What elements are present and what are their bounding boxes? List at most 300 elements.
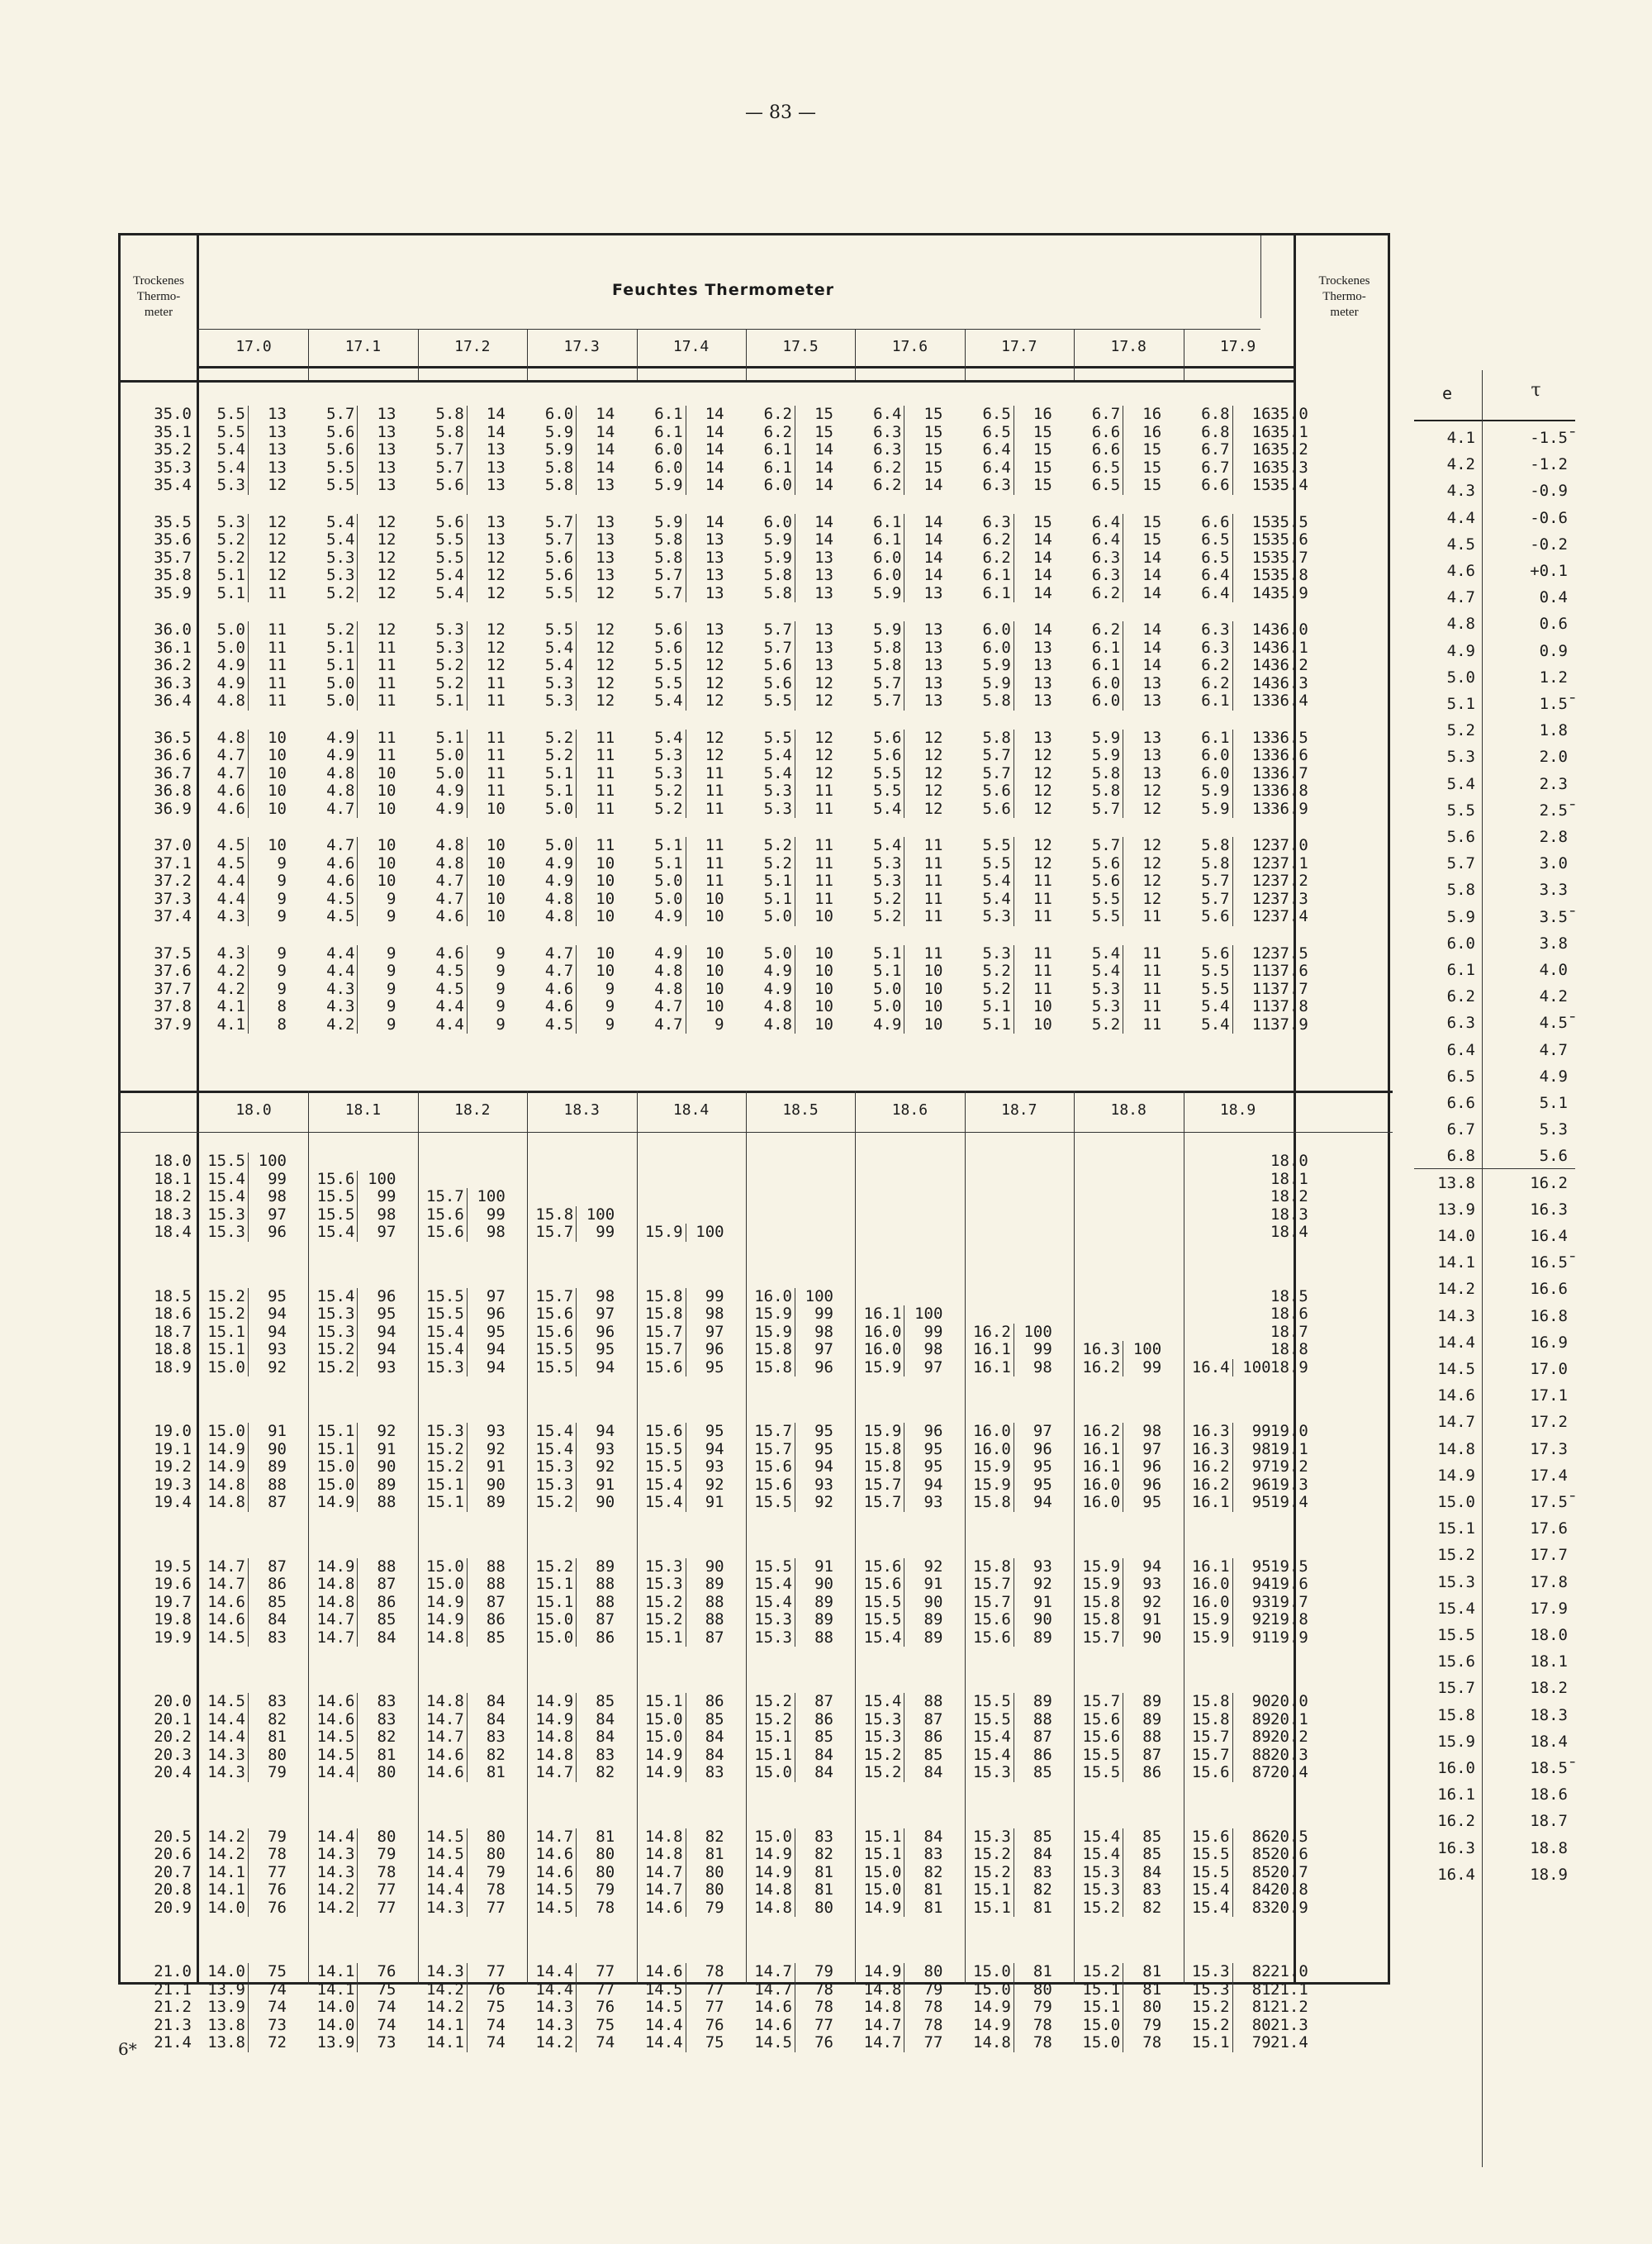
side-table-row (1414, 1781, 1575, 1808)
dry-temp-label: 36.6 (1270, 746, 1308, 765)
vapor-pressure-value: 16.1 (968, 1341, 1014, 1359)
table-row (311, 1324, 419, 1342)
vapor-pressure-value: 14.8 (749, 1899, 795, 1918)
vapor-pressure-value: 14.6 (530, 1864, 577, 1882)
humidity-value: 11 (814, 872, 833, 891)
vapor-pressure-value: 5.3 (858, 872, 904, 891)
side-tau-value: 1.2 (1539, 668, 1568, 687)
table-row (749, 1881, 857, 1899)
dry-temp-label: 35.5 (1270, 512, 1308, 531)
humidity-value: 92 (923, 1557, 943, 1576)
value-column (640, 945, 748, 1034)
humidity-value: 9 (605, 1015, 615, 1034)
dry-temp-label: 36.3 (154, 673, 192, 692)
vapor-pressure-value: 6.2 (749, 406, 795, 424)
humidity-value: 10 (377, 872, 396, 891)
table-row (749, 2034, 857, 2052)
vapor-pressure-value: 5.6 (858, 747, 904, 765)
table-row (858, 782, 966, 801)
humidity-value: 11 (923, 853, 943, 872)
dry-temp-label: 20.0 (1270, 1692, 1308, 1710)
humidity-value: 82 (923, 1862, 943, 1881)
humidity-value: 95 (923, 1457, 943, 1476)
humidity-value: 86 (814, 1709, 833, 1728)
vapor-pressure-value: 5.5 (202, 406, 249, 424)
vapor-pressure-value: 4.9 (640, 908, 686, 926)
table-row (640, 998, 748, 1016)
humidity-value: 77 (596, 1962, 615, 1980)
value-column (1187, 1693, 1294, 1782)
table-row (530, 1846, 638, 1864)
vapor-pressure-value: 5.7 (1187, 872, 1233, 891)
table-row (968, 963, 1075, 981)
value-column (1187, 1153, 1294, 1242)
table-row (311, 891, 419, 909)
table-row (640, 1476, 748, 1495)
vapor-pressure-value: 5.3 (968, 945, 1014, 963)
vapor-pressure-value: 6.0 (749, 514, 795, 532)
dry-temp-label: 35.6 (1270, 530, 1308, 549)
value-column (311, 406, 419, 495)
table-row (858, 1576, 966, 1594)
vapor-pressure-value: 15.4 (858, 1693, 904, 1711)
vapor-pressure-value: 14.4 (640, 2017, 686, 2035)
humidity-value: 79 (268, 1763, 287, 1782)
table-row (968, 945, 1075, 963)
vapor-pressure-value: 5.1 (202, 585, 249, 603)
side-e-value: 6.1 (1446, 961, 1475, 979)
table-row (858, 1594, 966, 1612)
vapor-pressure-value: 15.3 (749, 1629, 795, 1647)
value-column (202, 1558, 310, 1647)
vapor-pressure-value: 15.7 (421, 1188, 468, 1206)
humidity-value: 93 (486, 1422, 506, 1440)
vapor-pressure-value: 5.0 (202, 621, 249, 639)
table-row (311, 1288, 419, 1306)
table-row (311, 1341, 419, 1359)
vapor-pressure-value: 15.1 (858, 1828, 904, 1847)
table-row (530, 1341, 638, 1359)
vapor-pressure-value: 5.9 (858, 621, 904, 639)
vapor-pressure-value: 4.7 (202, 765, 249, 783)
humidity-value: 10 (268, 728, 287, 747)
vapor-pressure-value: 14.8 (311, 1594, 358, 1612)
vapor-pressure-value: 15.8 (640, 1288, 686, 1306)
dry-temp-label: 35.4 (1270, 476, 1308, 495)
vapor-pressure-value: 5.9 (968, 657, 1014, 675)
vapor-pressure-value: 6.7 (1077, 406, 1123, 424)
humidity-value: 99 (596, 1223, 615, 1242)
humidity-value: 13 (814, 566, 833, 585)
dry-temp-label: 20.1 (1270, 1709, 1308, 1728)
humidity-value: 77 (923, 2033, 943, 2052)
humidity-value: 10 (268, 763, 287, 782)
value-column (858, 621, 966, 711)
humidity-value: 11 (705, 853, 724, 872)
table-row (640, 1305, 748, 1324)
table-row (1077, 1764, 1184, 1782)
table-row (968, 1476, 1075, 1495)
humidity-value: 14 (596, 405, 615, 423)
dry-temp-label: 19.0 (154, 1422, 192, 1440)
vapor-pressure-value: 5.4 (1187, 998, 1233, 1016)
side-e-value: 14.4 (1437, 1333, 1475, 1352)
table-row (968, 747, 1075, 765)
dry-temp-label: 36.0 (154, 620, 192, 639)
humidity-value: 12 (596, 656, 615, 675)
humidity-value: 92 (1251, 1610, 1271, 1629)
vapor-pressure-value: 5.7 (968, 765, 1014, 783)
humidity-value: 89 (1251, 1709, 1271, 1728)
humidity-value: 96 (1032, 1439, 1052, 1458)
value-column (311, 1423, 419, 1512)
table-row (1187, 1747, 1294, 1765)
vapor-pressure-value: 5.8 (968, 730, 1014, 748)
humidity-value: 74 (486, 2033, 506, 2052)
vapor-pressure-value: 15.5 (530, 1341, 577, 1359)
psychrometric-table (118, 233, 1390, 2052)
value-column (858, 1963, 966, 2052)
table-row (968, 1999, 1075, 2017)
table-row (968, 441, 1075, 459)
humidity-value: 84 (814, 1763, 833, 1782)
dry-temp-label: 19.1 (1270, 1439, 1308, 1458)
vapor-pressure-value: 4.6 (530, 981, 577, 999)
vapor-pressure-value: 14.1 (421, 2017, 468, 2035)
vapor-pressure-value: 14.6 (749, 1999, 795, 2017)
table-row (1077, 1324, 1184, 1342)
vapor-pressure-value: 5.6 (968, 782, 1014, 801)
left-header-line: meter (144, 306, 173, 319)
vapor-pressure-value: 14.6 (311, 1693, 358, 1711)
side-table-row (1414, 425, 1575, 451)
vapor-pressure-value: 5.9 (640, 514, 686, 532)
table-row (858, 1864, 966, 1882)
dry-temp-label: 18.6 (1270, 1305, 1308, 1324)
right-header-line: meter (1330, 306, 1359, 319)
vapor-pressure-value: 15.4 (640, 1494, 686, 1512)
table-row (1077, 1846, 1184, 1864)
humidity-value: 90 (814, 1575, 833, 1594)
humidity-value: 88 (377, 1557, 396, 1576)
humidity-value: 13 (1032, 728, 1052, 747)
humidity-value: 98 (268, 1187, 287, 1206)
table-row (421, 406, 529, 424)
table-row (1187, 1305, 1294, 1324)
table-row (1187, 801, 1294, 819)
humidity-value: 10 (923, 1015, 943, 1034)
vapor-pressure-value: 13.9 (202, 1981, 249, 1999)
humidity-value: 90 (268, 1439, 287, 1458)
vapor-pressure-value: 14.9 (311, 1558, 358, 1576)
vapor-pressure-value: 15.2 (421, 1458, 468, 1476)
humidity-value: 83 (377, 1709, 396, 1728)
table-row (858, 639, 966, 658)
humidity-value: 84 (705, 1728, 724, 1747)
vapor-pressure-value: 14.7 (858, 2034, 904, 2052)
table-row (858, 585, 966, 603)
dry-temp-label: 18.0 (1270, 1152, 1308, 1170)
value-column (421, 837, 529, 926)
humidity-value: 8 (277, 997, 287, 1016)
vapor-pressure-value: 5.3 (421, 639, 468, 658)
table-row (202, 855, 310, 873)
vapor-pressure-value: 5.4 (202, 459, 249, 478)
humidity-value: 12 (596, 692, 615, 711)
value-column (640, 730, 748, 819)
humidity-value: 94 (596, 1357, 615, 1376)
table-row (749, 730, 857, 748)
table-row (202, 908, 310, 926)
side-tau-value: 4.2 (1539, 987, 1568, 1006)
vapor-pressure-value: 5.4 (1187, 1016, 1233, 1034)
humidity-value: 96 (1142, 1457, 1162, 1476)
value-column (968, 730, 1075, 819)
table-row (421, 1764, 529, 1782)
row-labels-left (137, 1828, 192, 1918)
vapor-pressure-value: 5.7 (749, 621, 795, 639)
vapor-pressure-value: 15.8 (858, 1458, 904, 1476)
table-row (202, 639, 310, 658)
vapor-pressure-value: 5.3 (421, 621, 468, 639)
vapor-pressure-value: 6.0 (1077, 692, 1123, 711)
table-row (530, 1324, 638, 1342)
column-head: 17.4 (672, 338, 710, 355)
humidity-value: 92 (268, 1357, 287, 1376)
table-row (749, 477, 857, 495)
humidity-value: 9 (496, 944, 506, 963)
humidity-value: 13 (268, 422, 287, 441)
vapor-pressure-value: 15.8 (1077, 1611, 1123, 1629)
column-head: 17.5 (782, 338, 819, 355)
column-head: 18.1 (344, 1101, 382, 1119)
table-row (968, 514, 1075, 532)
humidity-value: 11 (268, 620, 287, 639)
dry-temp-label: 35.1 (154, 422, 192, 441)
vapor-pressure-value: 15.2 (202, 1288, 249, 1306)
vapor-pressure-value: 14.8 (530, 1728, 577, 1747)
humidity-value: 84 (596, 1728, 615, 1747)
humidity-value: 83 (596, 1745, 615, 1764)
table-row (311, 963, 419, 981)
table-row (202, 477, 310, 495)
side-tau-value: 16.6 (1530, 1280, 1568, 1299)
dry-temp-label: 37.6 (154, 962, 192, 981)
humidity-value: 11 (923, 907, 943, 926)
side-e-value: 15.3 (1437, 1572, 1475, 1591)
vapor-pressure-value: 5.0 (421, 747, 468, 765)
humidity-value: 88 (1251, 1745, 1271, 1764)
vapor-pressure-value: 13.9 (202, 1999, 249, 2017)
vapor-pressure-value: 5.5 (749, 730, 795, 748)
humidity-value: 99 (705, 1286, 724, 1305)
table-row (640, 945, 748, 963)
table-row (1187, 963, 1294, 981)
table-row (530, 872, 638, 891)
table-row (530, 1188, 638, 1206)
vapor-pressure-value: 16.3 (1077, 1341, 1123, 1359)
vapor-pressure-value: 4.8 (640, 963, 686, 981)
dry-temp-label: 36.4 (154, 692, 192, 711)
table-row (968, 872, 1075, 891)
humidity-value: 84 (268, 1610, 287, 1629)
table-row (1077, 1981, 1184, 1999)
table-row (858, 675, 966, 693)
vapor-pressure-value: 5.2 (640, 782, 686, 801)
humidity-value: 13 (1251, 728, 1271, 747)
vapor-pressure-value: 5.6 (749, 657, 795, 675)
table-row (202, 1494, 310, 1512)
humidity-value: 11 (596, 746, 615, 765)
table-row (311, 567, 419, 585)
table-row (749, 1711, 857, 1729)
humidity-value: 83 (268, 1628, 287, 1647)
table-row (1077, 692, 1184, 711)
humidity-value: 95 (814, 1422, 833, 1440)
table-row (749, 1981, 857, 1999)
side-e-value: 14.0 (1437, 1227, 1475, 1245)
table-row (1187, 1423, 1294, 1441)
humidity-value: 98 (705, 1305, 724, 1324)
table-row (749, 1476, 857, 1495)
vapor-pressure-value: 15.3 (968, 1764, 1014, 1782)
humidity-value: 100 (368, 1169, 396, 1188)
vapor-pressure-value: 15.4 (749, 1576, 795, 1594)
table-row (858, 477, 966, 495)
table-row (640, 1594, 748, 1612)
table-row (858, 747, 966, 765)
vapor-pressure-value: 15.5 (858, 1611, 904, 1629)
vapor-pressure-value: 4.8 (421, 837, 468, 855)
table-row (968, 1963, 1075, 1981)
table-row (1187, 567, 1294, 585)
humidity-value: 100 (477, 1187, 506, 1206)
table-row (640, 567, 748, 585)
vapor-pressure-value: 4.2 (202, 981, 249, 999)
table-row (858, 1206, 966, 1224)
humidity-value: 11 (1032, 907, 1052, 926)
humidity-value: 11 (268, 583, 287, 602)
vapor-pressure-value: 15.8 (530, 1206, 577, 1224)
table-row (968, 1441, 1075, 1459)
vapor-pressure-value: 15.3 (530, 1476, 577, 1495)
vapor-pressure-value: 5.8 (640, 549, 686, 568)
vapor-pressure-value: 14.8 (202, 1494, 249, 1512)
humidity-value: 91 (1251, 1628, 1271, 1647)
value-column (530, 730, 638, 819)
vapor-pressure-value: 14.7 (202, 1576, 249, 1594)
vapor-pressure-value: 14.7 (421, 1728, 468, 1747)
humidity-value: 12 (705, 673, 724, 692)
vapor-pressure-value: 14.6 (530, 1846, 577, 1864)
dry-temp-label: 35.7 (1270, 548, 1308, 567)
table-row (749, 1963, 857, 1981)
table-row (640, 782, 748, 801)
table-row (749, 1747, 857, 1765)
vapor-pressure-value: 14.8 (202, 1476, 249, 1495)
humidity-value: 82 (268, 1709, 287, 1728)
vapor-pressure-value: 15.2 (858, 1747, 904, 1765)
vapor-pressure-value: 14.7 (530, 1828, 577, 1847)
humidity-value: 86 (1142, 1763, 1162, 1782)
side-table-rule (1414, 1168, 1575, 1169)
vapor-pressure-value: 16.1 (858, 1305, 904, 1324)
vapor-pressure-value: 6.4 (968, 441, 1014, 459)
table-row (968, 1324, 1075, 1342)
table-row (530, 1629, 638, 1647)
table-row (311, 424, 419, 442)
humidity-value: 75 (705, 2033, 724, 2052)
column-head: 18.5 (782, 1101, 819, 1119)
header-rule (197, 329, 1260, 330)
value-column (640, 1558, 748, 1647)
side-e-value: 14.6 (1437, 1386, 1475, 1405)
table-row (858, 981, 966, 999)
humidity-value: 85 (596, 1692, 615, 1710)
table-row (530, 1359, 638, 1377)
humidity-value: 96 (486, 1305, 506, 1324)
vapor-pressure-value: 4.9 (311, 747, 358, 765)
table-row (1077, 1494, 1184, 1512)
vapor-pressure-value: 15.0 (202, 1423, 249, 1441)
vapor-pressure-value: 6.0 (858, 567, 904, 585)
vapor-pressure-value: 6.1 (968, 585, 1014, 603)
humidity-value: 13 (486, 512, 506, 531)
vapor-pressure-value: 14.0 (202, 1899, 249, 1918)
humidity-value: 14 (814, 530, 833, 549)
table-row (421, 1594, 529, 1612)
humidity-value: 89 (923, 1610, 943, 1629)
humidity-value: 100 (586, 1205, 615, 1224)
vapor-pressure-value: 5.0 (202, 639, 249, 658)
humidity-value: 10 (814, 962, 833, 981)
vapor-pressure-value: 5.8 (1077, 765, 1123, 783)
humidity-value: 16 (1142, 422, 1162, 441)
value-column (311, 1828, 419, 1918)
row-labels-left (137, 514, 192, 603)
dry-temp-label: 18.9 (154, 1357, 192, 1376)
table-row (202, 1224, 310, 1242)
dry-temp-label: 37.1 (1270, 853, 1308, 872)
vapor-pressure-value: 5.3 (749, 801, 795, 819)
value-column (640, 514, 748, 603)
vapor-pressure-value: 5.4 (421, 585, 468, 603)
table-row (1077, 1016, 1184, 1034)
dry-temp-label: 20.0 (154, 1692, 192, 1710)
table-row (311, 1828, 419, 1847)
humidity-value: 96 (814, 1357, 833, 1376)
table-row (749, 1458, 857, 1476)
humidity-value: 79 (1142, 2015, 1162, 2034)
table-row (530, 730, 638, 748)
vapor-pressure-value: 5.7 (1187, 891, 1233, 909)
value-column (311, 621, 419, 711)
table-row (202, 1359, 310, 1377)
table-row (858, 1846, 966, 1864)
table-row (202, 531, 310, 549)
vapor-pressure-value: 15.0 (1077, 2034, 1123, 2052)
vapor-pressure-value: 14.5 (640, 1981, 686, 1999)
table-row (968, 531, 1075, 549)
table-row (858, 1441, 966, 1459)
table-row (968, 1594, 1075, 1612)
vapor-pressure-value: 15.2 (640, 1594, 686, 1612)
side-tau-value: -0.9 (1530, 482, 1568, 501)
value-column (1187, 837, 1294, 926)
humidity-value: 10 (486, 799, 506, 818)
vapor-pressure-value: 14.2 (202, 1846, 249, 1864)
vapor-pressure-value: 14.4 (421, 1864, 468, 1882)
